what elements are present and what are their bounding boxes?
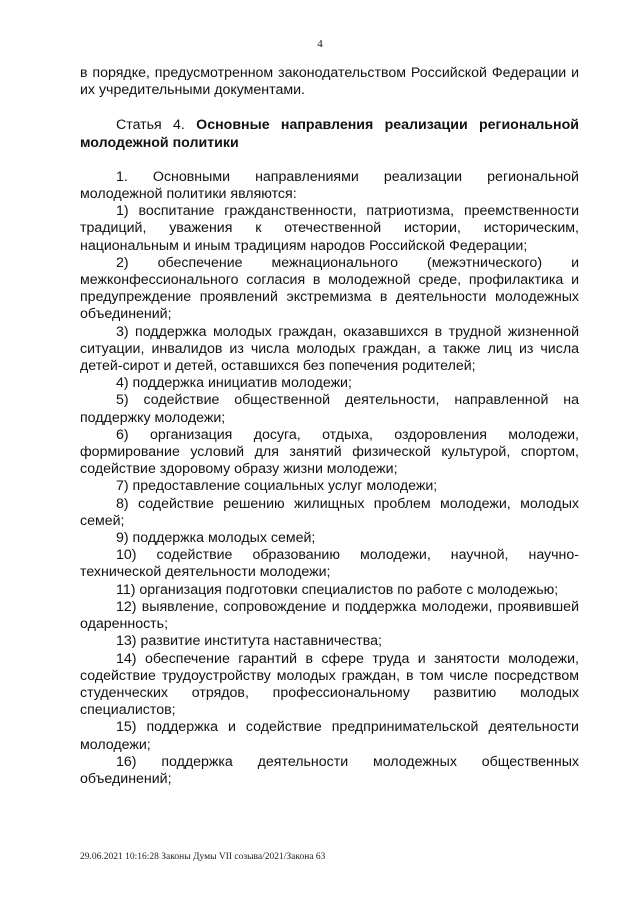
- list-item: 2) обеспечение межнационального (межэтнического) и межконфессионального согласия в молодежной среде, профилактика и предупреждение проявлений экстремизма в деятельности молодежных объединений;: [80, 254, 579, 323]
- article-title: Основные направления реализации региональной молодежной политики: [80, 117, 579, 151]
- list-item: 12) выявление, сопровождение и поддержка молодежи, проявившей одаренность;: [80, 598, 579, 633]
- article-prefix: Статья 4.: [116, 117, 185, 134]
- list-item: 4) поддержка инициатив молодежи;: [116, 375, 352, 392]
- list-item: 15) поддержка и содействие предпринимательской деятельности молодежи;: [80, 719, 579, 753]
- intro-paragraph: в порядке, предусмотренном законодательством Российской Федерации и их учредительными документами.: [80, 65, 579, 99]
- list-item: 5) содействие общественной деятельности, направленной на поддержку молодежи;: [80, 392, 579, 426]
- list-item: 13) развитие института наставничества;: [116, 633, 382, 650]
- list-item: 11) организация подготовки специалистов по работе с молодежью;: [116, 581, 559, 598]
- document-footer: 29.06.2021 10:16:28 Законы Думы VII созыва/2021/Закона 63: [80, 852, 326, 862]
- list-item: 16) поддержка деятельности молодежных общественных объединений;: [80, 753, 579, 787]
- list-item: 1) воспитание гражданственности, патриотизма, преемственности традиций, уважения к отечественной истории, историческим, национальным и иным традициям народов Российской Федерации;: [80, 203, 579, 254]
- document-body: [80, 65, 579, 788]
- list-item: 9) поддержка молодых семей;: [116, 530, 316, 547]
- list-item: 7) предоставление социальных услуг молодежи;: [116, 478, 438, 495]
- page-number: 4: [317, 38, 323, 50]
- list-item: 14) обеспечение гарантий в сфере труда и занятости молодежи, содействие трудоустройству молодых граждан, в том числе посредством студенческих отрядов, профессиональному развитию молодых специалистов;: [80, 650, 579, 719]
- article-heading: [80, 117, 579, 151]
- list-item: 10) содействие образованию молодежи, научной, научно-технической деятельности молодежи;: [80, 547, 579, 581]
- list-item: 3) поддержка молодых граждан, оказавшихся в трудной жизненной ситуации, инвалидов из числа молодых граждан, а также лиц из числа детей-сирот и детей, оставшихся без попечения родителей;: [80, 323, 579, 375]
- list-item: 6) организация досуга, отдыха, оздоровления молодежи, формирование условий для занятий физической культурой, спортом, содействие здоровому образу жизни молодежи;: [80, 426, 579, 478]
- list-item: 8) содействие решению жилищных проблем молодежи, молодых семей;: [80, 495, 579, 529]
- lead-paragraph: 1. Основными направлениями реализации региональной молодежной политики являются:: [80, 168, 579, 203]
